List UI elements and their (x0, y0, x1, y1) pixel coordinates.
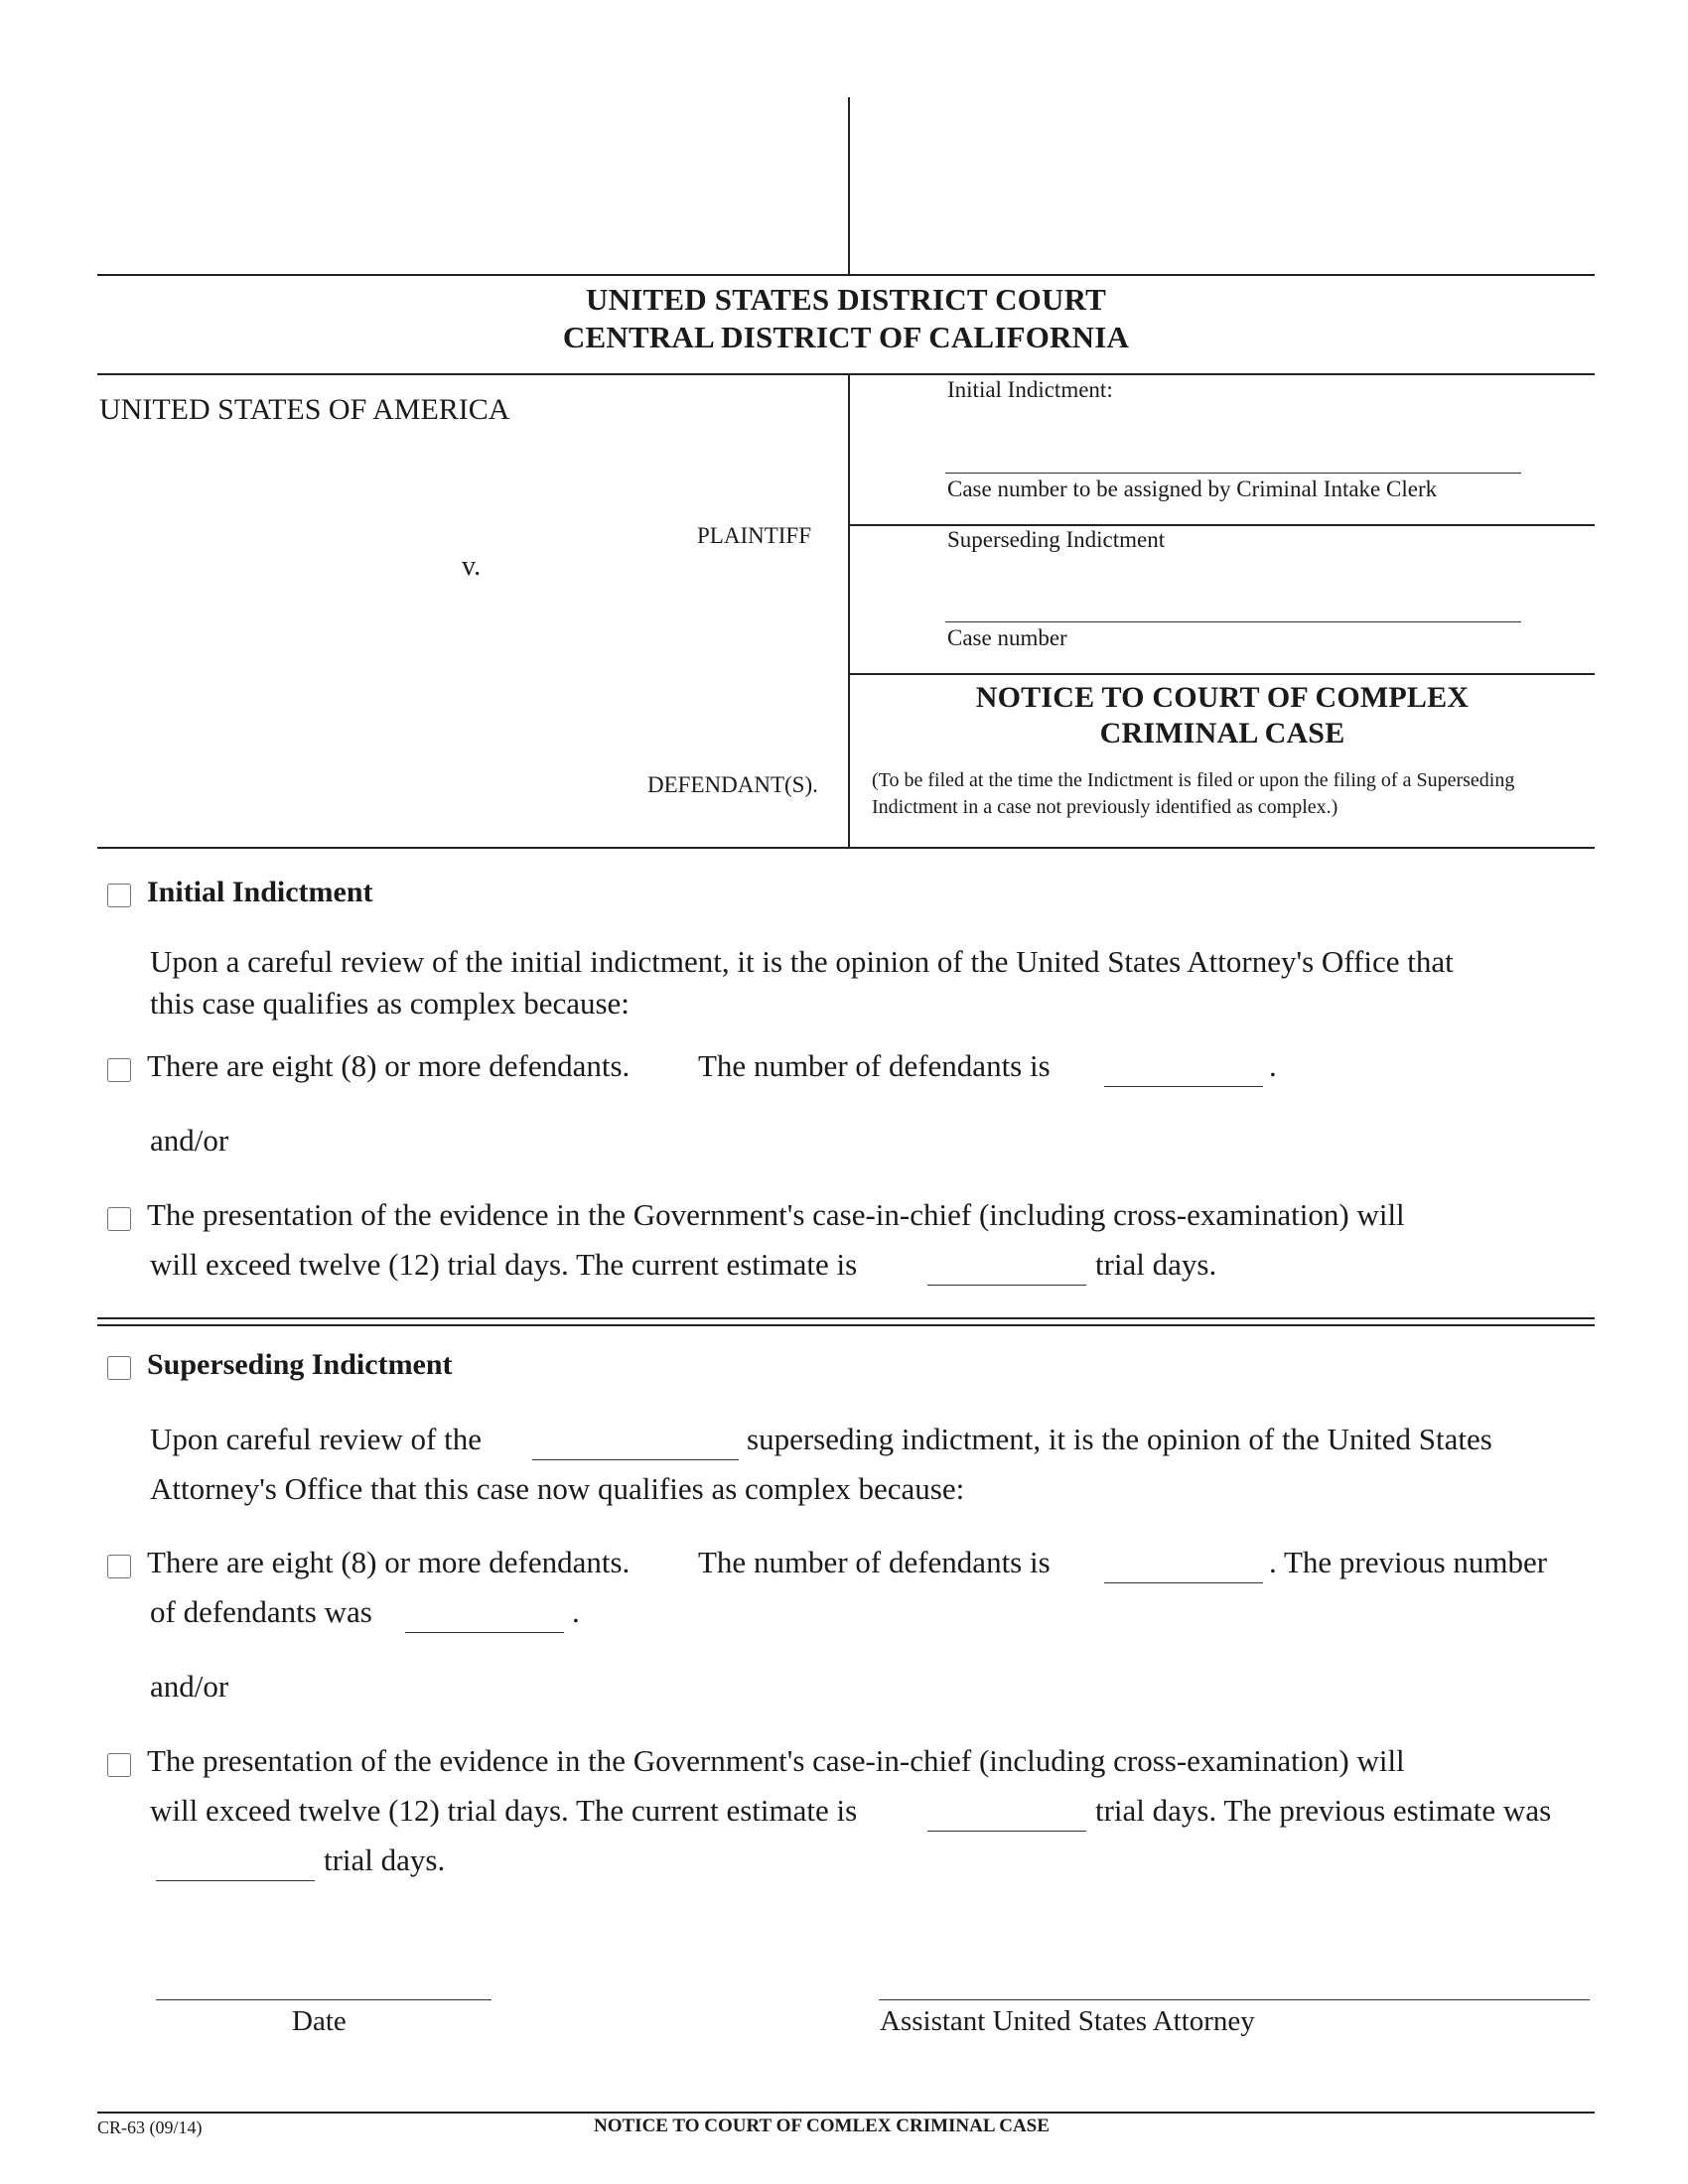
footer-rule (97, 2112, 1595, 2114)
initial-defendants-checkbox[interactable] (107, 1058, 131, 1082)
section-divider-lower (97, 1324, 1595, 1326)
initial-case-number-field[interactable] (945, 473, 1521, 474)
notice-title-line-2: CRIMINAL CASE (1099, 717, 1345, 750)
superseding-evidence-line-2: will exceed twelve (12) trial days. The current estimate is (150, 1793, 858, 1828)
notice-title (850, 681, 1595, 751)
initial-evidence-line-2: will exceed twelve (12) trial days. The current estimate is (150, 1247, 858, 1282)
superseding-previous-line-2: of defendants was (150, 1594, 372, 1629)
superseding-andor: and/or (150, 1669, 229, 1704)
notice-title-line-1: NOTICE TO COURT OF COMPLEX (975, 681, 1470, 714)
initial-defendants-text: There are eight (8) or more defendants. (147, 1048, 631, 1083)
date-label: Date (292, 2005, 347, 2037)
right-panel-divider-1 (848, 524, 1595, 526)
attorney-label: Assistant United States Attorney (880, 2005, 1255, 2037)
superseding-previous-estimate-field[interactable] (156, 1880, 315, 1881)
initial-evidence-line-1: The presentation of the evidence in the Government's case-in-chief (including cross-examination) will (147, 1197, 1405, 1232)
initial-intro-line-2: this case qualifies as complex because: (150, 986, 630, 1021)
initial-intro (150, 941, 1454, 1024)
superseding-defendants-text: There are eight (8) or more defendants. (147, 1545, 631, 1579)
footer-title: NOTICE TO COURT OF COMLEX CRIMINAL CASE (594, 2116, 1050, 2136)
superseding-defendants-checkbox[interactable] (107, 1555, 131, 1578)
superseding-previous-defendants-field[interactable] (405, 1632, 564, 1633)
form-id: CR-63 (09/14) (97, 2117, 203, 2137)
initial-evidence-checkbox[interactable] (107, 1207, 131, 1231)
court-line-1: UNITED STATES DISTRICT COURT (586, 282, 1106, 317)
superseding-intro-part-2: superseding indictment, it is the opinion of the United States (747, 1422, 1492, 1456)
caption-top-rule (97, 373, 1595, 375)
superseding-previous-estimate-text: trial days. The previous estimate was (1095, 1793, 1552, 1828)
initial-indictment-heading: Initial Indictment (147, 876, 373, 908)
initial-indictment-checkbox[interactable] (107, 884, 131, 907)
initial-defendants-count-text: The number of defendants is (698, 1048, 1051, 1083)
superseding-indictment-label: Superseding Indictment (947, 527, 1166, 552)
court-name (97, 282, 1595, 355)
superseding-evidence-checkbox[interactable] (107, 1753, 131, 1777)
caption-bottom-rule (97, 847, 1595, 849)
filing-note-line-2: Indictment in a case not previously identified as complex.) (872, 796, 1338, 818)
superseding-previous-period: . (572, 1594, 580, 1629)
filing-note (872, 767, 1514, 821)
filing-note-line-1: (To be filed at the time the Indictment is filed or upon the filing of a Superseding (872, 769, 1515, 791)
initial-trial-days-field[interactable] (927, 1285, 1086, 1286)
initial-indictment-label: Initial Indictment: (947, 377, 1113, 402)
plaintiff-name: UNITED STATES OF AMERICA (99, 393, 510, 426)
superseding-defendants-count-field[interactable] (1104, 1582, 1263, 1583)
superseding-ordinal-field[interactable] (532, 1459, 739, 1460)
initial-andor: and/or (150, 1123, 229, 1158)
initial-defendants-count-field[interactable] (1104, 1086, 1263, 1087)
initial-defendants-period: . (1269, 1048, 1277, 1083)
superseding-current-estimate-field[interactable] (927, 1831, 1086, 1832)
initial-case-number-note: Case number to be assigned by Criminal Intake Clerk (947, 477, 1438, 501)
caption-vertical-divider (848, 373, 850, 848)
superseding-intro-part-1: Upon careful review of the (150, 1422, 482, 1456)
superseding-indictment-heading: Superseding Indictment (147, 1348, 453, 1381)
plaintiff-label: PLAINTIFF (697, 523, 812, 548)
superseding-defendants-count-text: The number of defendants is (698, 1545, 1051, 1579)
superseding-previous-number-text: . The previous number (1269, 1545, 1548, 1579)
court-line-2: CENTRAL DISTRICT OF CALIFORNIA (562, 320, 1130, 354)
superseding-intro-line-2: Attorney's Office that this case now qualifies as complex because: (150, 1471, 965, 1506)
top-vertical-divider (848, 97, 850, 274)
header-top-rule (97, 274, 1595, 276)
superseding-case-number-field[interactable] (945, 621, 1521, 622)
right-panel-divider-2 (848, 673, 1595, 675)
superseding-case-number-note: Case number (947, 625, 1067, 650)
superseding-indictment-checkbox[interactable] (107, 1356, 131, 1380)
initial-trial-days-label: trial days. (1095, 1247, 1217, 1282)
defendant-label: DEFENDANT(S). (647, 772, 818, 797)
attorney-signature-line[interactable] (879, 1999, 1590, 2000)
section-divider-upper (97, 1317, 1595, 1319)
superseding-trial-days-label: trial days. (324, 1843, 446, 1877)
versus-label: v. (462, 551, 482, 582)
superseding-evidence-line-1: The presentation of the evidence in the Government's case-in-chief (including cross-examination) will (147, 1743, 1405, 1778)
initial-intro-line-1: Upon a careful review of the initial indictment, it is the opinion of the United States Attorney's Office that (150, 944, 1454, 979)
date-signature-line[interactable] (156, 1999, 492, 2000)
